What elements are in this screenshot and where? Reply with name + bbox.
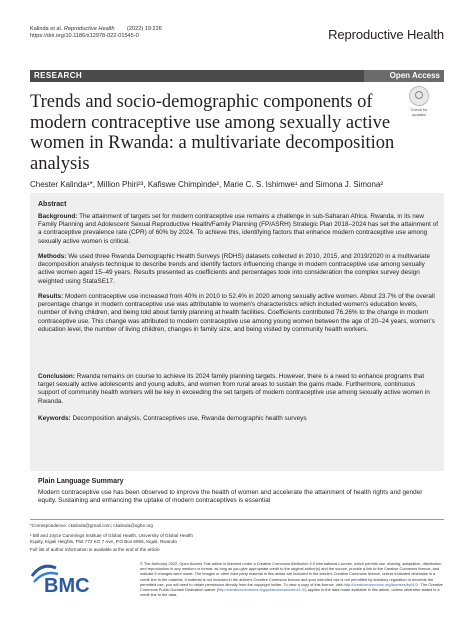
bmc-wordmark: BMC [44,575,90,596]
badge-line2: updates [411,112,427,117]
bmc-logo [30,562,100,596]
citation [30,26,162,40]
abstract-box [30,193,444,471]
results-label: Results: [38,293,64,300]
citation-journal: Reproductive Health [63,26,115,32]
open-access-label: Open Access [389,71,440,80]
methods-text: We used three Rwanda Demographic Health Surveys (RDHS) datasets collected in 2010, 2015, and 2019/2020 in a multivariate decomposition analysis technique to describe trends and identify factors influencing change in modern contraceptive use among sexually active women aged 15–49 years. Results presented as coefficients and percentages took into consideration the complex survey design weighted using StataSE17. [38,253,431,285]
keywords-paragraph [38,415,438,423]
check-for-updates-badge[interactable] [404,86,434,118]
citation-authors: Kalinda et al. [30,26,63,32]
journal-name: Reproductive Health [328,27,444,42]
license-end: ) applies to the data made available in this article, unless otherwise stated in a credit line to the data. [140,587,440,598]
article-title: Trends and socio-demographic components of modern contraceptive use among sexually active women in Rwanda: a multivariate decomposition analysis [30,92,395,174]
update-icon [409,86,429,106]
license-body: © The Author(s) 2022. Open Access This article is licensed under a Creative Commons Attribution 4.0 International License, which permits use, sharing, adaptation, distribution and reproduction in any medium or format, as long as you give appropriate credit to the original author(s) and the source, provide a link to the Creative Commons licence, and indicate if changes were made. The images or other third party material in this article are included in the article's Creative Commons licence, unless indicated otherwise in a credit line to the material. If material is not included in the article's Creative Commons licence and your intended use is not permitted by statutory regulation or exceeds the permitted use, you will need to obtain permission directly from the copyright holder. To view a copy of this licence, visit [140,561,442,587]
footer-divider [30,519,444,520]
conclusion-label: Conclusion: [38,373,75,380]
background-paragraph [38,213,438,246]
full-list-note: Full list of author information is available at the end of the article [30,547,160,552]
results-paragraph [38,293,438,334]
author-list: Chester Kalinda¹*, Million Phiri²³, Kafiswe Chimpinde², Marie C. S. Ishimwe¹ and Simona J. Simona² [30,180,384,189]
open-access-badge [364,70,444,82]
license-mid: . The Creative Commons Public Domain Dedication waiver ( [140,581,443,593]
correspondence-note: *Correspondence: ckalinda@gmail.com; ckalinda@ughe.org [30,523,153,528]
methods-label: Methods: [38,253,67,260]
plain-summary-text: Modern contraceptive use has been observed to improve the health of women and accelerate the attainment of health rights and gender equity. Sustaining and enhancing the uptake of modern contraceptives is essential [38,489,423,505]
methods-paragraph [38,253,438,286]
plain-summary-heading: Plain Language Summary [38,478,124,485]
section-label: RESEARCH [34,71,83,80]
section-band [30,70,444,82]
waiver-link[interactable]: http://creativecommons.org/publicdomain/zero/1.0/ [218,587,306,593]
abstract-heading: Abstract [38,201,67,208]
bmc-logo-mark [30,562,100,596]
results-text: Modern contraceptive use increased from 40% in 2010 to 52.4% in 2020 among sexually active women. About 23.7% of the overall percentage change in modern contraceptive use was attributable to women's characteristics which included women's education levels, number of living children, and being told about family planning at health facilities. Coefficients contributed 76.26% to the change in modern contraceptive use. This change was attributed to modern contraceptive use among young women between the age of 20–24 years, women's education level, the number of living children, changes in family size, and being visited by community health workers. [38,293,435,333]
badge-line1: Check for [410,107,428,112]
conclusion-text: Rwanda remains on course to achieve its 2024 family planning targets. However, there is a need to enhance programs that target sexually active adolescents and young adults, and women from rural areas to sustain the gains made. Furthermore, continuous support of community health workers will be key in exceeding the set targets of modern contraceptive use among sexually active women in Rwanda. [38,373,430,405]
citation-year: (2022) 19:226 [127,26,162,32]
background-text: The attainment of targets set for modern contraceptive use remains a challenge in sub-Saharan Africa. Rwanda, in its new Family Planning and Adolescent Sexual Reproductive Health/Family Planning (FP/ASRH) Strategic Plan 2018–2024 has set the attainment of a contraceptive prevalence rate (CPR) of 60% by 2024. To achieve this, identifying factors that enhance modern contraceptive use among sexually active women is critical. [38,213,438,245]
affiliation-note: ¹ Bill and Joyce Cummings Institute of Global Health, University of Global Health Equity, Kigali Heights, Plot 772 KG 7 Ave, P.O Box 6955, Kigali, Rwanda [30,533,193,544]
license-link[interactable]: http://creativecommons.org/licenses/by/4.0/ [343,581,419,587]
keywords-text: Decomposition analysis, Contraceptives use, Rwanda demographic health surveys [72,415,307,422]
conclusion-paragraph [38,373,438,406]
license-text [140,561,444,597]
background-label: Background: [38,213,78,220]
keywords-label: Keywords: [38,415,71,422]
doi-link[interactable]: https://doi.org/10.1186/s12978-022-01545-0 [30,33,139,39]
